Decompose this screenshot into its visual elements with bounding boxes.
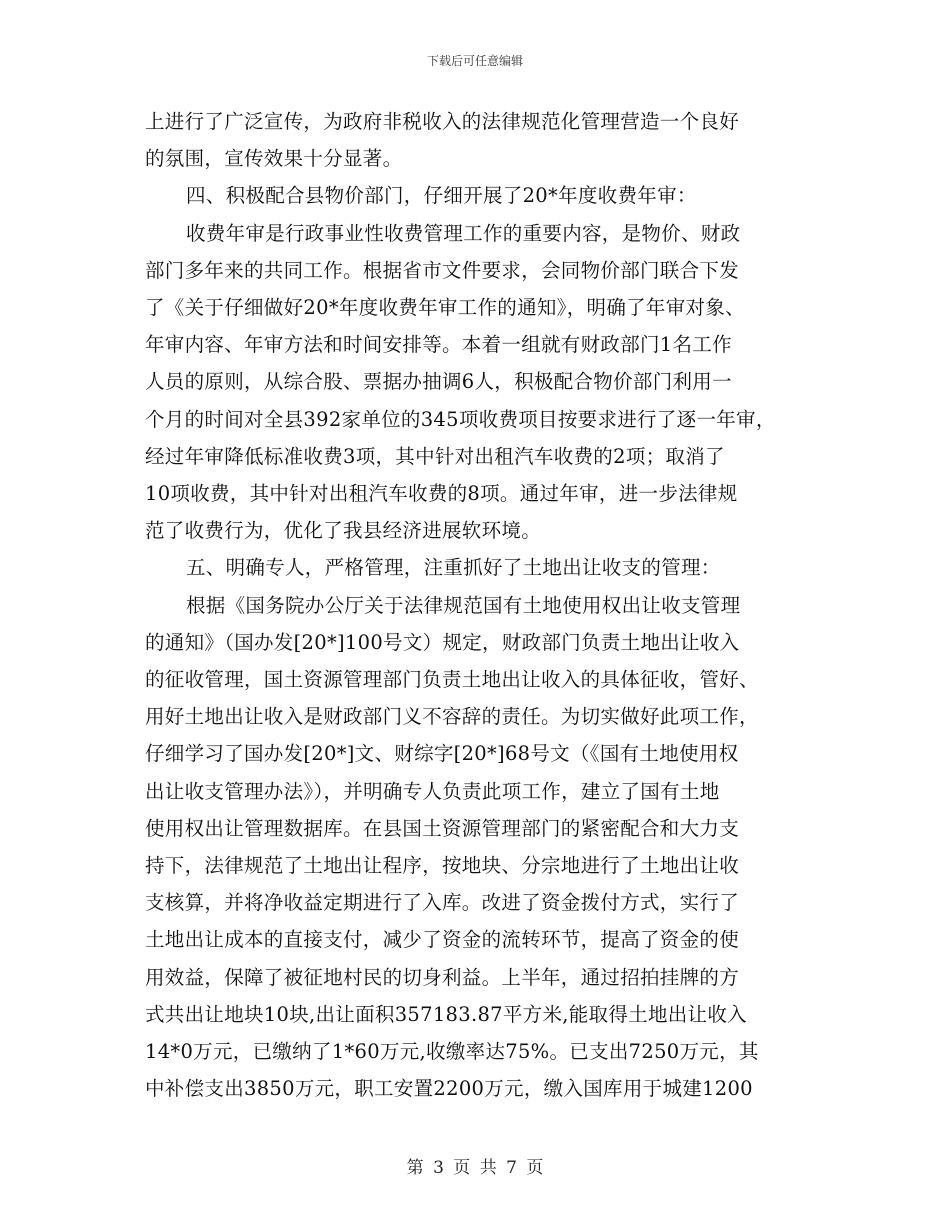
- text-line: 上进行了广泛宣传，为政府非税收入的法律规范化管理营造一个良好: [145, 110, 740, 133]
- text-line: 土地出让成本的直接支付，减少了资金的流转环节，提高了资金的使: [145, 928, 740, 952]
- text-line: 用好土地出让收入是财政部门义不容辞的责任。为切实做好此项工作，: [145, 705, 759, 729]
- page-number-footer: 第 3 页 共 7 页: [406, 1158, 544, 1178]
- text-line: 的氛围，宣传效果十分显著。: [145, 147, 403, 171]
- text-line: 的通知》（国办发[20*]100号文）规定，财政部门负责土地出让收入: [145, 630, 740, 654]
- text-line: 持下，法律规范了土地出让程序，按地块、分宗地进行了土地出让收: [145, 854, 740, 877]
- text-line: 使用权出让管理数据库。在县国土资源管理部门的紧密配合和大力支: [145, 816, 740, 840]
- text-line: 中补偿支出3850万元，职工安置2200万元，缴入国库用于城建1200: [145, 1077, 753, 1101]
- page-header-note: 下载后可任意编辑: [426, 54, 523, 68]
- text-line: 支核算，并将净收益定期进行了入库。改进了资金拨付方式，实行了: [145, 891, 740, 915]
- text-line: 人员的原则，从综合股、票据办抽调6人，积极配合物价部门利用一: [145, 370, 732, 394]
- text-line: 经过年审降低标准收费3项，其中针对出租汽车收费的2项；取消了: [145, 444, 725, 468]
- text-line: 根据《国务院办公厅关于法律规范国有土地使用权出让收支管理: [186, 593, 741, 617]
- text-line: 用效益，保障了被征地村民的切身利益。上半年，通过招拍挂牌的方: [145, 965, 740, 989]
- text-line: 四、积极配合县物价部门，仔细开展了20*年度收费年审：: [186, 184, 697, 208]
- text-line: 收费年审是行政事业性收费管理工作的重要内容，是物价、财政: [186, 221, 741, 245]
- text-line: 的征收管理，国土资源管理部门负责土地出让收入的具体征收，管好、: [145, 668, 759, 691]
- text-line: 出让收支管理办法》），并明确专人负责此项工作，建立了国有土地: [145, 779, 720, 803]
- text-line: 部门多年来的共同工作。根据省市文件要求，会同物价部门联合下发: [145, 258, 740, 282]
- text-line: 个月的时间对全县392家单位的345项收费项目按要求进行了逐一年审，: [145, 407, 776, 431]
- text-line: 仔细学习了国办发[20*]文、财综字[20*]68号文（《国有土地使用权: [145, 742, 739, 766]
- text-line: 五、明确专人，严格管理，注重抓好了土地出让收支的管理：: [186, 556, 721, 580]
- text-line: 式共出让地块10块,出让面积357183.87平方米,能取得土地出让收入: [145, 1002, 747, 1026]
- text-line: 了《关于仔细做好20*年度收费年审工作的通知》，明确了年审对象、: [145, 296, 745, 319]
- text-line: 14*0万元，已缴纳了1*60万元,收缴率达75%。已支出7250万元，其: [145, 1040, 759, 1063]
- text-line: 10项收费，其中针对出租汽车收费的8项。通过年审，进一步法律规: [145, 482, 738, 505]
- text-line: 年审内容、年审方法和时间安排等。本着一组就有财政部门1名工作: [145, 333, 732, 357]
- text-line: 范了收费行为，优化了我县经济进展软环境。: [145, 519, 542, 543]
